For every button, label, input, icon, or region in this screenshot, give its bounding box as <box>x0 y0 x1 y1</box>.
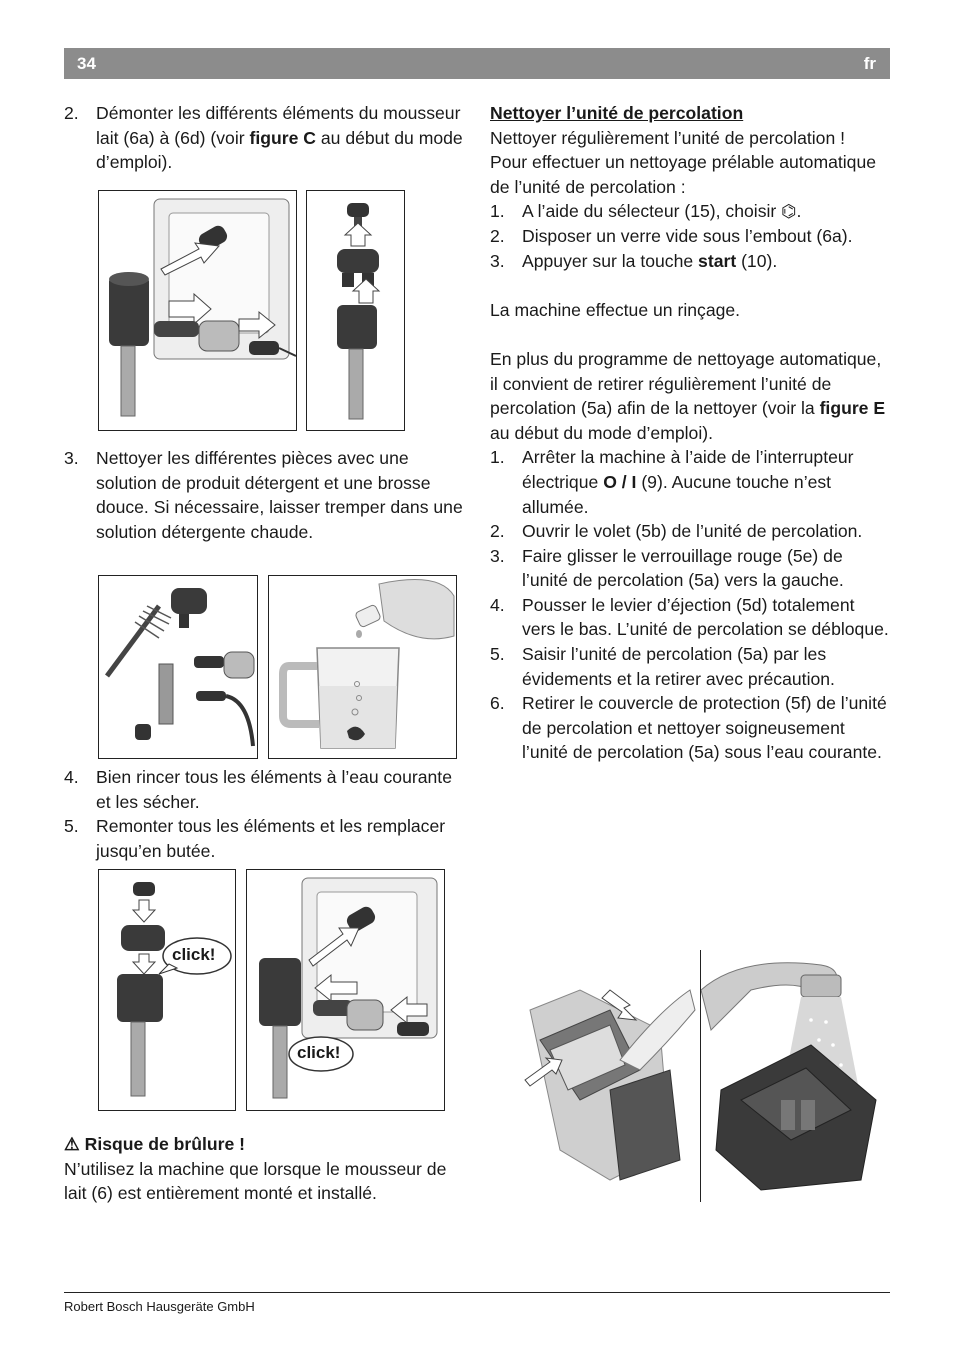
language-code: fr <box>863 54 876 73</box>
step-3-clean: 3. Nettoyer les différentes pièces avec une solution de produit détergent et une brosse douce. Si nécessaire, laisser tremper dans une solution détergente chaude. <box>64 448 463 542</box>
auto-step-3: 3. Appuyer sur la touche start (10). <box>490 250 778 271</box>
figure-brewing-unit-rinse <box>701 950 881 1200</box>
step-5-reassemble: 5. Remonter tous les éléments et les remplacer jusqu’en butée. <box>64 816 446 861</box>
manual-step-4: 4. Pousser le levier d’éjection (5d) totalement vers le bas. L’unité de percolation se débloque. <box>490 594 889 640</box>
footer-divider <box>64 1292 890 1293</box>
step-4-rinse: 4. Bien rincer tous les éléments à l’eau courante et les sécher. <box>64 767 452 812</box>
auto-step-1: 1. A l’aide du sélecteur (15), choisir ⌬. <box>490 201 802 222</box>
manual-step-2: 2. Ouvrir le volet (5b) de l’unité de percolation. <box>490 521 863 542</box>
manual-step-5: 5. Saisir l’unité de percolation (5a) par les évidements et la retirer avec précaution. <box>490 644 835 689</box>
figure-disassembly-frother <box>98 190 297 431</box>
step-2-disassemble: 2. Démonter les différents éléments du mousseur lait (6a) à (6d) (voir figure C au début du mode d’emploi). <box>64 103 463 173</box>
warning-block <box>64 1132 464 1206</box>
manual-step-1: 1. Arrêter la machine à l’aide de l’interrupteur électrique O / I (9). Aucune touche n’est allumée. <box>490 447 854 517</box>
figure-brush-cleaning <box>98 575 258 759</box>
right-column <box>490 101 890 765</box>
manual-step-6: 6. Retirer le couvercle de protection (5f) de l’unité de percolation et nettoyer soigneusement l’unité de percolation (5a) sous l’eau courante. <box>490 693 887 763</box>
left-column-mid <box>64 446 464 544</box>
warning-text: N’utilisez la machine que lorsque le mousseur de lait (6) est entièrement monté et installé. <box>64 1158 447 1204</box>
rinse-note: La machine effectue un rinçage. <box>490 299 741 320</box>
page-header <box>64 48 890 79</box>
auto-step-2: 2. Disposer un verre vide sous l’embout (6a). <box>490 225 853 246</box>
figure-frother-exploded <box>306 190 405 431</box>
figure-reinstall-frother <box>246 869 445 1111</box>
manual-cleaning-intro: En plus du programme de nettoyage automatique, il convient de retirer régulièrement l’unité de percolation (5a) afin de la nettoyer (voir la figure E au début du mode d’emploi). <box>490 348 886 443</box>
page-number: 34 <box>77 54 96 73</box>
figure-brewing-unit-removal <box>520 950 700 1200</box>
click-label-2: click! <box>297 1043 341 1062</box>
footer-company: Robert Bosch Hausgeräte GmbH <box>64 1299 255 1314</box>
warning-triangle-icon: ⚠ <box>64 1134 80 1154</box>
intro-regular-cleaning: Nettoyer régulièrement l’unité de percolation ! <box>490 127 846 148</box>
intro-auto-cleaning: Pour effectuer un nettoyage prélable automatique de l’unité de percolation : <box>490 152 877 197</box>
left-column <box>64 101 464 175</box>
section-heading: Nettoyer l’unité de percolation <box>490 103 744 123</box>
figure-detergent-beaker <box>268 575 457 759</box>
left-column-lower <box>64 765 464 863</box>
warning-heading: ⚠ Risque de brûlure ! <box>64 1134 245 1154</box>
click-label-1: click! <box>172 945 216 964</box>
manual-step-3: 3. Faire glisser le verrouillage rouge (5e) de l’unité de percolation (5a) vers la gauche. <box>490 545 844 591</box>
figure-reassembly-frother <box>98 869 236 1111</box>
